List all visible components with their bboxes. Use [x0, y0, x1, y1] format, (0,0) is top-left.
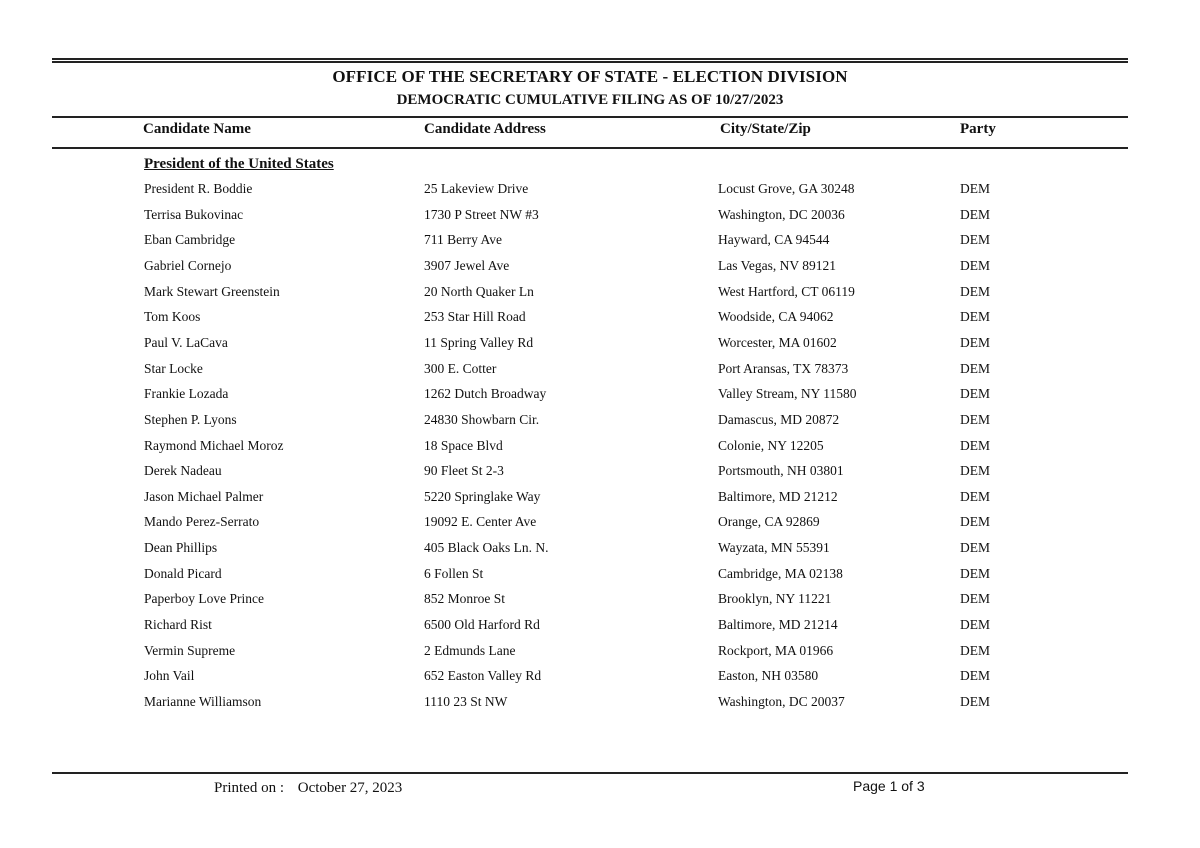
candidate-city-state-zip: Portsmouth, NH 03801	[718, 463, 844, 479]
candidate-name: John Vail	[144, 668, 195, 684]
candidate-name: President R. Boddie	[144, 181, 253, 196]
candidate-name: Tom Koos	[144, 309, 201, 325]
table-row	[0, 386, 1200, 408]
candidate-city-state-zip: Cambridge, MA 02138	[718, 565, 843, 581]
column-header-name: Candidate Name	[143, 121, 251, 137]
page-number: Page 1 of 3	[853, 778, 925, 794]
table-row	[0, 694, 1200, 716]
table-row	[0, 207, 1200, 229]
candidate-address: 3907 Jewel Ave	[424, 257, 510, 273]
table-row	[0, 412, 1200, 434]
candidate-address: 711 Berry Ave	[424, 232, 502, 248]
candidate-party: DEM	[960, 181, 990, 196]
candidate-address: 1262 Dutch Broadway	[424, 386, 547, 402]
candidate-party: DEM	[960, 283, 990, 299]
candidate-city-state-zip: Woodside, CA 94062	[718, 309, 834, 325]
candidate-address: 20 North Quaker Ln	[424, 283, 534, 299]
candidate-name: Dean Phillips	[144, 540, 218, 556]
column-header-party: Party	[960, 121, 996, 137]
table-row	[0, 361, 1200, 383]
candidate-party: DEM	[960, 437, 990, 453]
candidate-party: DEM	[960, 386, 990, 402]
table-row	[0, 668, 1200, 690]
candidate-party: DEM	[960, 257, 990, 273]
table-row	[0, 514, 1200, 536]
candidate-city-state-zip: Port Aransas, TX 78373	[718, 360, 849, 376]
candidate-party: DEM	[960, 488, 990, 504]
candidate-name: Mando Perez-Serrato	[144, 514, 260, 530]
table-row	[0, 643, 1200, 665]
candidate-address: 852 Monroe St	[424, 591, 505, 607]
candidate-address: 253 Star Hill Road	[424, 309, 526, 325]
table-row	[0, 309, 1200, 331]
table-row	[0, 284, 1200, 306]
candidate-city-state-zip: Washington, DC 20036	[718, 206, 845, 222]
table-row	[0, 232, 1200, 254]
table-row	[0, 181, 1200, 203]
table-row	[0, 489, 1200, 511]
candidate-city-state-zip: West Hartford, CT 06119	[718, 283, 855, 299]
candidate-name: Richard Rist	[144, 617, 212, 633]
candidate-address: 25 Lakeview Drive	[424, 181, 529, 196]
candidate-city-state-zip: Baltimore, MD 21212	[718, 488, 838, 504]
column-header-address: Candidate Address	[424, 121, 546, 137]
candidate-party: DEM	[960, 411, 990, 427]
table-row	[0, 463, 1200, 485]
candidate-party: DEM	[960, 617, 990, 633]
candidate-address: 18 Space Blvd	[424, 437, 503, 453]
candidate-party: DEM	[960, 309, 990, 325]
candidate-address: 6500 Old Harford Rd	[424, 617, 540, 633]
candidate-address: 6 Follen St	[424, 565, 484, 581]
document-title: OFFICE OF THE SECRETARY OF STATE - ELECTION DIVISION	[332, 67, 848, 86]
candidate-name: Eban Cambridge	[144, 232, 236, 248]
candidate-address: 11 Spring Valley Rd	[424, 334, 534, 350]
candidate-name: Frankie Lozada	[144, 386, 229, 402]
candidate-party: DEM	[960, 334, 990, 350]
document-subtitle: DEMOCRATIC CUMULATIVE FILING AS OF 10/27/2023	[396, 92, 784, 108]
candidate-address: 1110 23 St NW	[424, 694, 508, 709]
top-double-rule-thin	[52, 58, 1128, 60]
candidate-party: DEM	[960, 206, 990, 222]
table-row	[0, 617, 1200, 639]
candidate-city-state-zip: Locust Grove, GA 30248	[718, 181, 855, 196]
candidate-address: 90 Fleet St 2-3	[424, 463, 504, 479]
candidate-address: 19092 E. Center Ave	[424, 514, 537, 530]
candidate-party: DEM	[960, 463, 990, 479]
candidate-party: DEM	[960, 540, 990, 556]
candidate-party: DEM	[960, 232, 990, 248]
table-row	[0, 566, 1200, 588]
candidate-name: Paul V. LaCava	[144, 334, 228, 350]
candidate-name: Raymond Michael Moroz	[144, 437, 284, 453]
candidate-name: Jason Michael Palmer	[144, 488, 264, 504]
candidate-party: DEM	[960, 668, 990, 684]
candidate-address: 5220 Springlake Way	[424, 488, 541, 504]
printed-date: October 27, 2023	[297, 780, 403, 796]
candidate-name: Donald Picard	[144, 565, 222, 581]
candidate-party: DEM	[960, 642, 990, 658]
candidate-city-state-zip: Washington, DC 20037	[718, 694, 845, 709]
column-header-city: City/State/Zip	[720, 121, 811, 137]
candidate-party: DEM	[960, 565, 990, 581]
table-row	[0, 258, 1200, 280]
candidate-name: Mark Stewart Greenstein	[144, 283, 280, 299]
candidate-name: Terrisa Bukovinac	[144, 206, 244, 222]
candidate-city-state-zip: Wayzata, MN 55391	[718, 540, 830, 556]
table-row	[0, 335, 1200, 357]
candidate-city-state-zip: Baltimore, MD 21214	[718, 617, 838, 633]
candidate-city-state-zip: Brooklyn, NY 11221	[718, 591, 832, 607]
footer-rule	[52, 772, 1128, 774]
candidate-name: Marianne Williamson	[144, 694, 262, 709]
candidate-city-state-zip: Colonie, NY 12205	[718, 437, 824, 453]
candidate-address: 1730 P Street NW #3	[424, 206, 539, 222]
candidate-city-state-zip: Easton, NH 03580	[718, 668, 819, 684]
candidate-address: 652 Easton Valley Rd	[424, 668, 542, 684]
candidate-city-state-zip: Orange, CA 92869	[718, 514, 820, 530]
candidate-name: Vermin Supreme	[144, 642, 236, 658]
printed-label: Printed on :	[214, 780, 284, 796]
candidate-address: 2 Edmunds Lane	[424, 642, 516, 658]
candidate-city-state-zip: Rockport, MA 01966	[718, 642, 834, 658]
candidate-name: Gabriel Cornejo	[144, 257, 232, 273]
table-row	[0, 540, 1200, 562]
candidate-party: DEM	[960, 591, 990, 607]
candidate-name: Star Locke	[144, 360, 203, 376]
candidate-city-state-zip: Las Vegas, NV 89121	[718, 257, 836, 273]
section-title: President of the United States	[144, 156, 334, 172]
candidate-party: DEM	[960, 694, 990, 709]
candidate-party: DEM	[960, 514, 990, 530]
table-row	[0, 438, 1200, 460]
printed-on	[214, 780, 402, 797]
candidate-name: Paperboy Love Prince	[144, 591, 264, 607]
header-bottom-rule	[52, 147, 1128, 149]
top-double-rule-thick	[52, 61, 1128, 63]
candidate-name: Derek Nadeau	[144, 463, 222, 479]
candidate-city-state-zip: Valley Stream, NY 11580	[718, 386, 857, 402]
candidate-address: 24830 Showbarn Cir.	[424, 411, 540, 427]
candidate-name: Stephen P. Lyons	[144, 411, 237, 427]
candidate-address: 300 E. Cotter	[424, 360, 497, 376]
candidate-city-state-zip: Hayward, CA 94544	[718, 232, 830, 248]
header-top-rule	[52, 116, 1128, 118]
candidate-city-state-zip: Worcester, MA 01602	[718, 334, 837, 350]
candidate-address: 405 Black Oaks Ln. N.	[424, 540, 549, 556]
table-row	[0, 591, 1200, 613]
candidate-party: DEM	[960, 360, 990, 376]
candidate-city-state-zip: Damascus, MD 20872	[718, 411, 840, 427]
